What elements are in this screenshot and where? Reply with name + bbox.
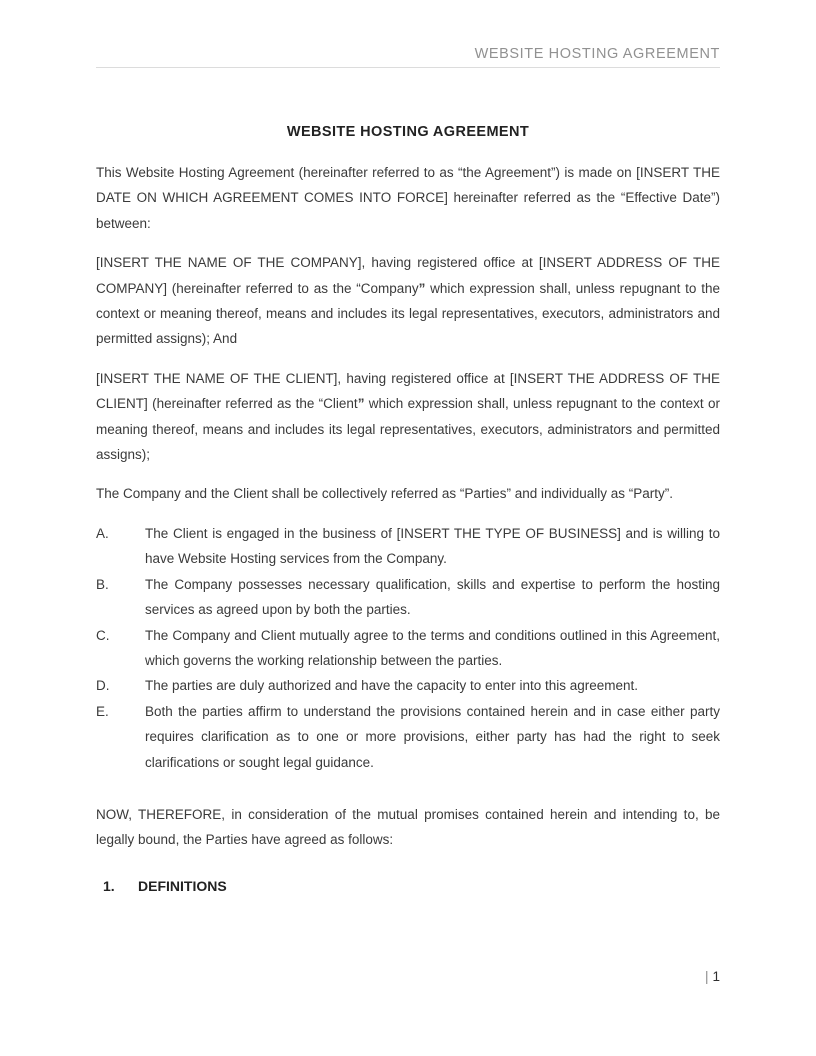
recital-label: E. — [96, 703, 109, 719]
recital-text: The Company possesses necessary qualification, skills and expertise to perform the hosting services as agreed upon by both the parties. — [145, 576, 720, 618]
page-header — [96, 0, 720, 68]
section-heading-definitions — [96, 878, 720, 894]
page-footer — [705, 969, 720, 984]
company-clause-pre: [INSERT THE NAME OF THE COMPANY], having registered office at [INSERT ADDRESS OF THE COMPANY] (hereinafter referred to as the “Company — [96, 255, 720, 296]
document-body — [96, 124, 720, 894]
section-title: DEFINITIONS — [138, 877, 227, 894]
intro-paragraph: This Website Hosting Agreement (hereinafter referred to as “the Agreement”) is made on [INSERT THE DATE ON WHICH AGREEMENT COMES INTO FORCE] hereinafter referred as the “Effective Date”) between: — [96, 165, 720, 231]
recital-text: The parties are duly authorized and have the capacity to enter into this agreement. — [145, 678, 639, 694]
list-item — [96, 699, 720, 775]
header-running-title: WEBSITE HOSTING AGREEMENT — [474, 46, 720, 62]
document-title: WEBSITE HOSTING AGREEMENT — [286, 124, 530, 140]
recital-text: The Company and Client mutually agree to the terms and conditions outlined in this Agreement, which governs the working relationship between the parties. — [145, 627, 720, 668]
list-item — [96, 623, 720, 674]
section-number: 1. — [103, 877, 115, 894]
client-bold-quote: ” — [357, 396, 365, 412]
company-clause-paragraph — [96, 250, 720, 352]
client-clause-paragraph — [96, 366, 720, 468]
recital-label: C. — [96, 627, 110, 643]
client-clause-pre: [INSERT THE NAME OF THE CLIENT], having registered office at [INSERT THE ADDRESS OF THE CLIENT] (hereinafter referred as the “Client — [96, 370, 720, 412]
footer-separator: | — [704, 969, 709, 984]
header-divider — [96, 67, 720, 68]
company-clause-post: which expression shall, unless repugnant to the context or meaning thereof, means and includes its legal representatives, executors, administrators and permitted assigns); And — [96, 280, 720, 347]
recital-label: A. — [96, 525, 109, 541]
page-number: 1 — [712, 969, 720, 984]
parties-clause-paragraph: The Company and the Client shall be collectively referred as “Parties” and individually as “Party”. — [96, 486, 674, 502]
list-item — [96, 572, 720, 623]
now-therefore-paragraph: NOW, THEREFORE, in consideration of the mutual promises contained herein and intending to, be legally bound, the Parties have agreed as follows: — [96, 806, 720, 848]
recital-label: D. — [96, 678, 110, 694]
company-bold-quote: ” — [418, 280, 426, 296]
list-item — [96, 673, 720, 698]
recital-label: B. — [96, 576, 109, 592]
client-clause-post: which expression shall, unless repugnant to the context or meaning thereof, means and includes its legal representatives, executors, administrators and permitted assigns); — [96, 396, 721, 463]
recital-text: The Client is engaged in the business of [INSERT THE TYPE OF BUSINESS] and is willing to have Website Hosting services from the Company. — [145, 525, 720, 567]
list-item — [96, 521, 720, 572]
recital-text: Both the parties affirm to understand the provisions contained herein and in case either party requires clarification as to one or more provisions, either party has had the right to seek clarifications or sought legal guidance. — [145, 703, 720, 770]
recitals-list — [96, 521, 720, 775]
